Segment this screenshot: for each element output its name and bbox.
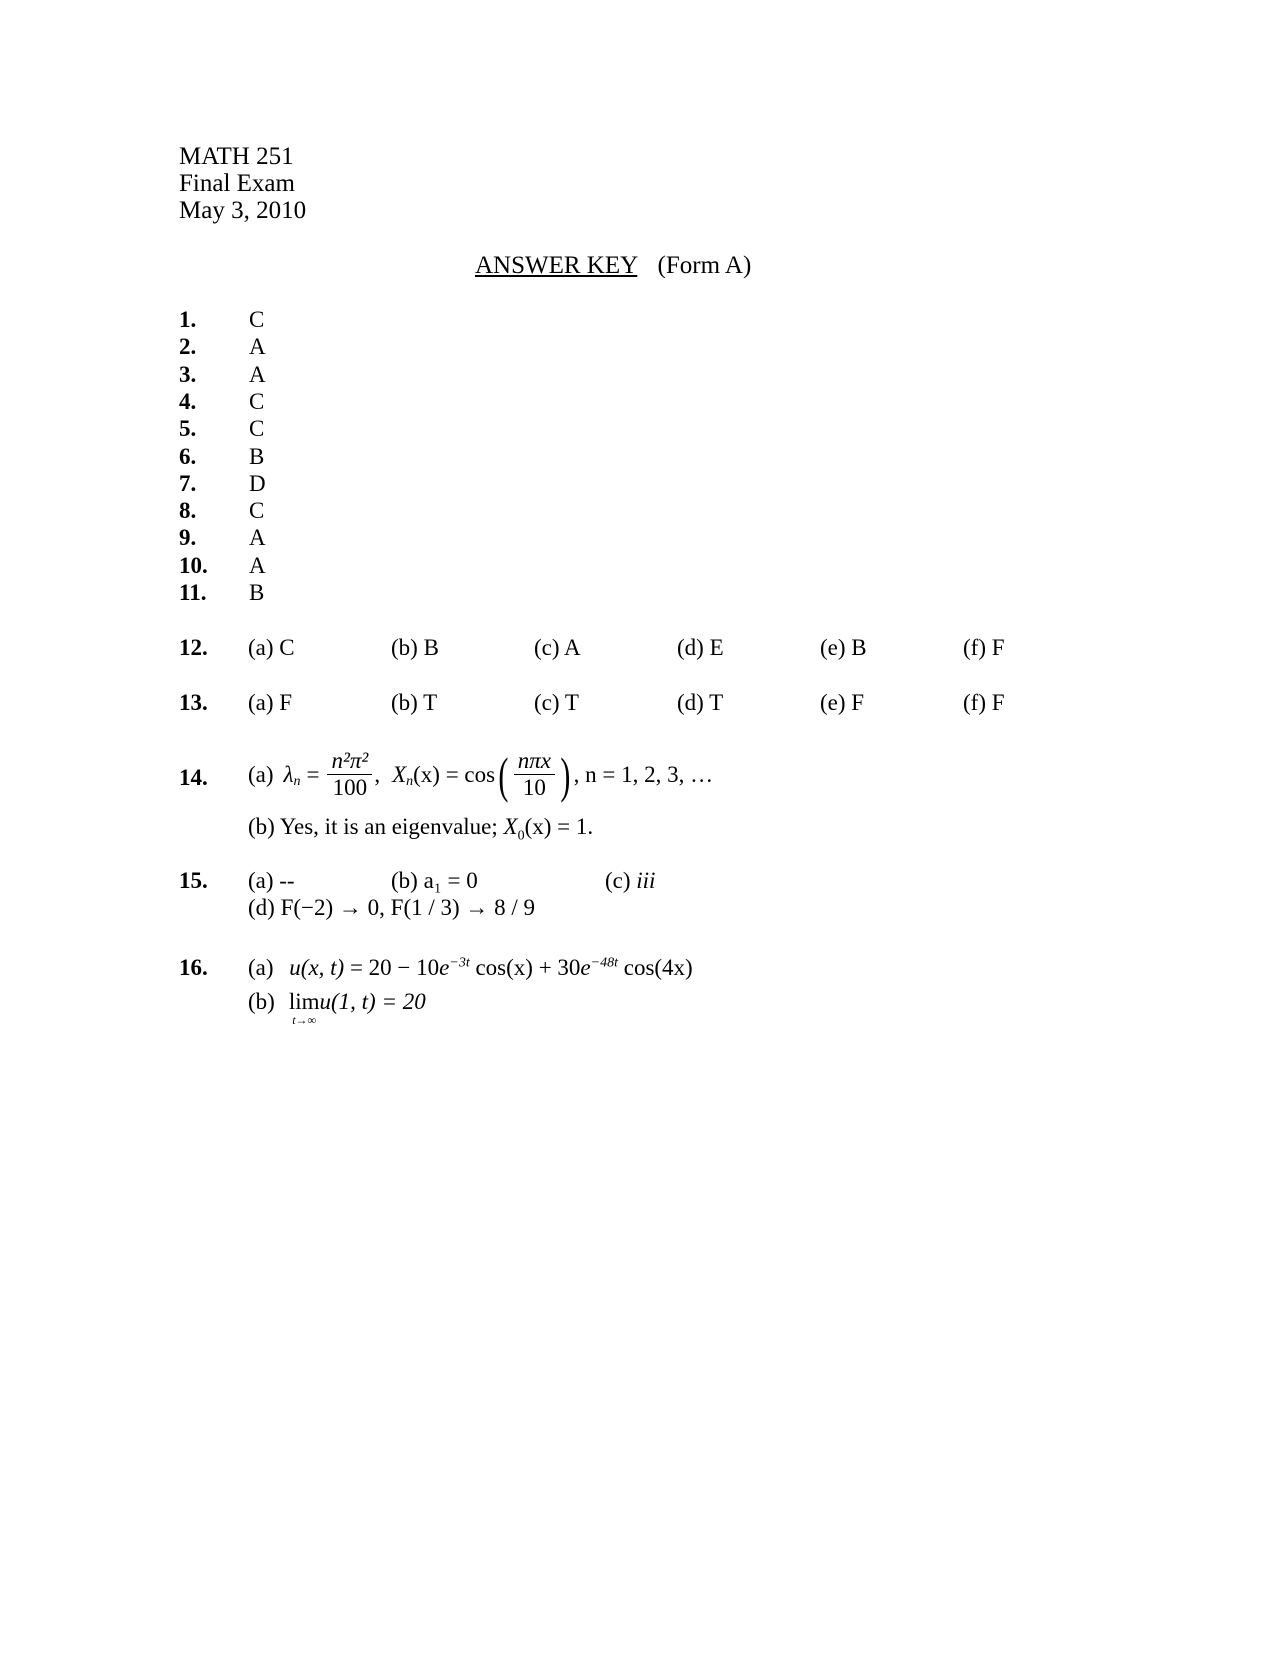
q16-lim: lim [288, 989, 320, 1014]
mc-question-number: 4. [179, 388, 197, 414]
mc-question-number: 10. [179, 552, 208, 578]
mc-answer-row [179, 498, 264, 524]
mc-answer-row [179, 334, 266, 360]
mc-answer-letter: A [249, 334, 266, 360]
mc-answer-letter: B [249, 580, 265, 605]
exam-name: Final Exam [179, 170, 295, 197]
q14-left-paren: ( [498, 746, 509, 803]
q12-part-c: (c) A [534, 635, 581, 660]
mc-question-number: 11. [179, 580, 207, 605]
q14-a-label: (a) [248, 761, 274, 787]
q14-b-X: X [503, 814, 518, 839]
q14-frac-den: 100 [332, 775, 368, 800]
mc-answer-letter: C [249, 307, 265, 332]
exam-date: May 3, 2010 [179, 197, 307, 224]
q14-lambda-fraction [327, 748, 372, 801]
q15-part-a: (a) -- [248, 868, 295, 893]
q14-part-a [248, 748, 713, 801]
mc-answer-row [179, 471, 266, 497]
q16-b-rest: u(1, t) = 20 [319, 989, 426, 1014]
mc-answer-row [179, 362, 266, 388]
mc-answer-row [179, 416, 264, 442]
q13-part-b: (b) T [391, 690, 438, 715]
q16-a-mid2: cos(x) + 30 [469, 955, 581, 980]
mc-question-number: 3. [179, 361, 197, 387]
mc-question-number: 6. [179, 443, 197, 469]
mc-answer-letter: A [249, 552, 266, 578]
mc-answer-letter: A [249, 361, 266, 387]
q14-cos-fraction [514, 748, 555, 801]
answer-key-label: ANSWER KEY [475, 252, 638, 279]
q14-part-b [248, 814, 593, 845]
q14-comma: , [374, 761, 381, 787]
mc-answer-row [179, 553, 266, 579]
q15-number: 15. [179, 868, 208, 893]
course-name: MATH 251 [179, 143, 294, 170]
page-title [475, 252, 751, 280]
q14-b-text: (b) Yes, it is an eigenvalue; [248, 814, 504, 839]
mc-answer-letter: C [249, 416, 265, 442]
mc-answer-row [179, 307, 264, 333]
mc-answer-letter: C [249, 388, 265, 414]
mc-question-number: 2. [179, 334, 197, 360]
mc-answer-letter: B [249, 443, 265, 469]
q16-part-a [248, 955, 693, 981]
form-label: (Form A) [657, 252, 752, 279]
mc-question-number: 8. [179, 498, 197, 524]
mc-answer-row [179, 580, 264, 606]
mc-answer-row [179, 525, 266, 551]
q16-a-tail: cos(4x) [617, 955, 693, 980]
q14-b-X-sub: 0 [517, 828, 525, 844]
mc-question-number: 5. [179, 416, 197, 442]
q16-e2: e [580, 955, 591, 980]
q14-eq: = [306, 761, 320, 787]
q13-part-c: (c) T [534, 690, 579, 715]
q16-a-lhs: u(x, t) [289, 955, 345, 980]
q16-number: 16. [179, 955, 208, 980]
q14-right-paren: ) [560, 746, 571, 803]
q16-a-label: (a) [248, 955, 274, 980]
q13-number: 13. [179, 690, 208, 715]
q12-part-b: (b) B [391, 635, 439, 660]
q13-part-f: (f) F [963, 690, 1005, 715]
q16-exp1: −3t [449, 955, 470, 971]
q14-X-arg: (x) = cos [413, 761, 496, 787]
q12-part-e: (e) B [820, 635, 867, 660]
mc-answer-letter: C [249, 498, 265, 524]
q14-lambda-sub: n [293, 773, 301, 789]
q16-part-b [248, 989, 426, 1025]
q13-part-e: (e) F [820, 690, 865, 715]
q14-number: 14. [179, 765, 208, 790]
q15-c-label: (c) [605, 868, 637, 893]
q16-lim-sub: t→∞ [292, 1013, 317, 1027]
q15-part-b: (b) a₁ = 0 [391, 868, 478, 893]
q14-X: X [392, 761, 407, 787]
q14-frac-num: n²π² [327, 748, 372, 775]
q16-b-label: (b) [248, 989, 275, 1014]
q12-number: 12. [179, 635, 208, 660]
q13-part-a: (a) F [248, 690, 293, 715]
q14-b-rest: (x) = 1. [524, 814, 594, 839]
q14-cos-num: nπx [514, 748, 555, 775]
mc-question-number: 7. [179, 470, 197, 496]
q14-lambda: λ [283, 761, 294, 787]
mc-answer-letter: D [249, 470, 266, 496]
mc-answer-letter: A [249, 525, 266, 551]
q16-a-mid1: = 20 − 10 [344, 955, 440, 980]
q13-part-d: (d) T [677, 690, 724, 715]
q15-c-value: iii [636, 868, 656, 893]
mc-question-number: 1. [179, 307, 197, 332]
q12-part-f: (f) F [963, 635, 1005, 660]
q15-part-c [605, 868, 655, 894]
q14-cos-den: 10 [522, 775, 546, 800]
mc-answer-row [179, 444, 264, 470]
q14-n-list: , n = 1, 2, 3, … [573, 761, 714, 787]
q16-e1: e [439, 955, 450, 980]
mc-question-number: 9. [179, 525, 197, 551]
q15-part-d: (d) F(−2) → 0, F(1 / 3) → 8 / 9 [248, 895, 536, 920]
q16-limit [289, 989, 320, 1025]
q14-X-sub: n [406, 773, 414, 789]
q12-part-d: (d) E [677, 635, 724, 660]
q16-exp2: −48t [590, 955, 618, 971]
q12-part-a: (a) C [248, 635, 295, 660]
mc-answer-row [179, 389, 264, 415]
